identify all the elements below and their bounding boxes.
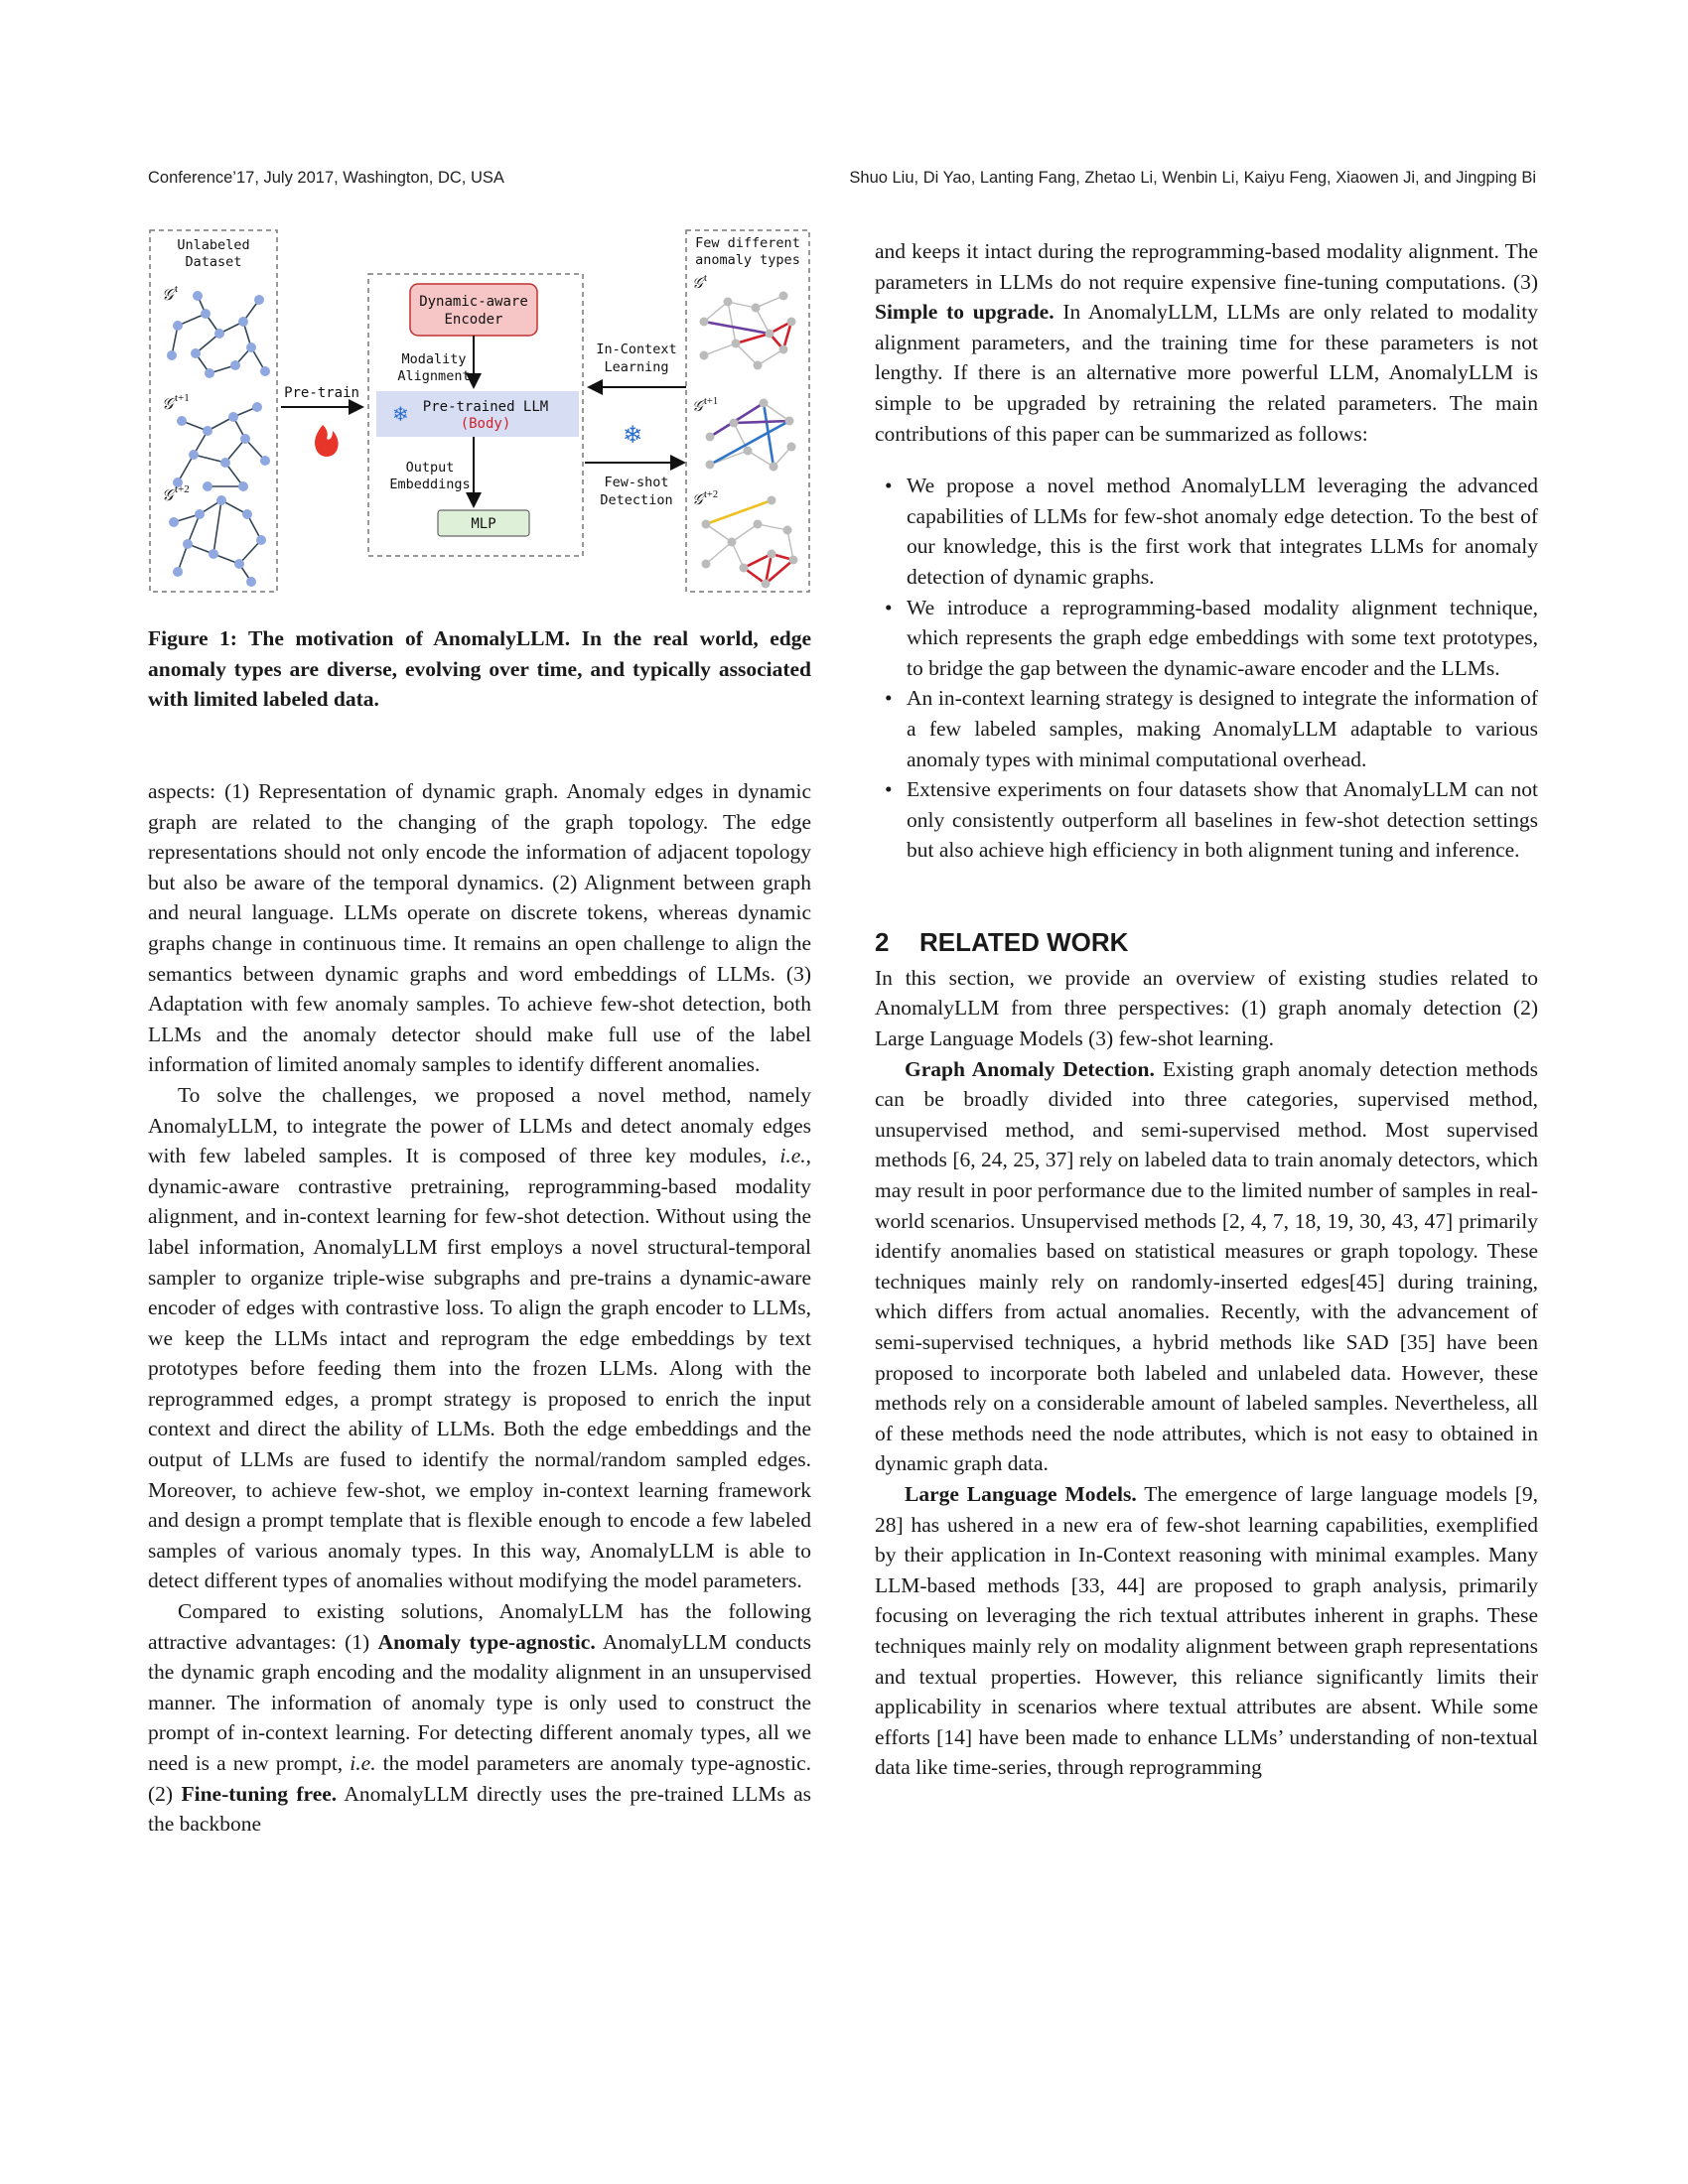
svg-text:𝒢: 𝒢 (692, 399, 703, 415)
graph-gt-right (692, 273, 796, 370)
svg-text:t+2: t+2 (175, 483, 190, 495)
right-box-title-2: anomaly types (695, 252, 800, 268)
incontext-label-1: In-Context (596, 341, 677, 357)
paragraph-graph-anomaly: Graph Anomaly Detection. Existing graph anomaly detection methods can be broadly divided into three categories, supervised method, unsupervised method, and semi-supervised method. Most supervised methods [6, 24, 25, 37] rely on labeled data to train anomaly detectors, which may result in poor performance due to the limited number of samples in real-world scenarios. Unsupervised methods [2, 4, 7, 18, 19, 30, 43, 47] primarily identify anomalies based on statistical measures or graph topology. These techniques mainly rely on randomly-inserted edges[45] during training, which differs from actual anomalies. Recently, with the advancement of semi-supervised techniques, a hybrid methods like SAD [35] have been proposed to incorporate both labeled and unlabeled data. However, these methods rely on a considerable amount of labeled samples. Nevertheless, all of these methods need the node attributes, which is not easy to obtained in dynamic graph data. (875, 1056, 1538, 1476)
encoder-label-1: Dynamic-aware (419, 294, 528, 310)
encoder-box (410, 284, 537, 336)
paragraph-upgrade: and keeps it intact during the reprogramming-based modality alignment. The parameters in LLMs do not require expensive fine-tuning computations. (3) Simple to upgrade. In AnomalyLLM, LLMs are only related to modality alignment parameters, and the training time for these parameters is not lengthy. If there is an alternative more powerful LLM, AnomalyLLM is simple to be upgraded by retraining the related parameters. The main contributions of this paper can be summarized as follows: (875, 239, 1538, 446)
running-header-right: Shuo Liu, Di Yao, Lanting Fang, Zhetao Li, Wenbin Li, Kaiyu Feng, Xiaowen Ji, and Jingping Bi (849, 169, 1536, 187)
modality-label-1: Modality (401, 351, 467, 367)
svg-text:𝒢: 𝒢 (162, 487, 174, 504)
svg-text:t+1: t+1 (175, 392, 190, 404)
llm-label-2: (Body) (460, 416, 511, 432)
svg-text:𝒢: 𝒢 (162, 287, 174, 304)
graph-gt1-left (162, 392, 270, 491)
paragraph-related-intro: In this section, we provide an overview of existing studies related to AnomalyLLM from three perspectives: (1) graph anomaly detection (2) Large Language Models (3) few-shot learning. (875, 965, 1538, 1051)
incontext-label-2: Learning (604, 359, 669, 375)
svg-text:t: t (175, 283, 179, 295)
graph-gt2-right (692, 489, 798, 589)
left-box-title-2: Dataset (185, 254, 242, 270)
pretrain-label: Pre-train (284, 385, 359, 401)
snowflake-icon: ❄ (392, 402, 409, 426)
svg-text:𝒢: 𝒢 (692, 276, 703, 292)
figure-caption: Figure 1: The motivation of AnomalyLLM. In the real world, edge anomaly types are diverse, evolving over time, and typically associated with limited labeled data. (148, 626, 811, 712)
svg-text:𝒢: 𝒢 (162, 396, 174, 413)
list-item: • Extensive experiments on four datasets show that AnomalyLLM can not only consistently outperform all baselines in few-shot detection settings but also achieve high efficiency in both alignment tuning and inference. (885, 777, 1538, 863)
graph-gt-left (162, 283, 270, 378)
paragraph-llm: Large Language Models. The emergence of large language models [9, 28] has ushered in a new era of few-shot learning capabilities, exemplified by their application in In-Context reasoning with minimal examples. Many LLM-based methods [33, 44] are proposed to graph analysis, primarily focusing on leveraging the rich textual attributes inherent in graphs. These techniques mainly rely on modality alignment between graph representations and textual properties. However, this reliance significantly limits their applicability in scenarios where textual attributes are absent. While some efforts [14] have been made to enhance LLMs’ understanding of non-textual data like time-series, through reprogramming (875, 1481, 1538, 1780)
mlp-label: MLP (471, 516, 496, 532)
section-heading-related-work: 2 RELATED WORK (875, 926, 1129, 957)
svg-text:𝒢: 𝒢 (692, 492, 703, 508)
right-box-title-1: Few different (695, 235, 800, 251)
encoder-label-2: Encoder (444, 312, 503, 328)
anomaly-types-box (686, 230, 809, 592)
right-column (875, 236, 1538, 1783)
svg-text:t+1: t+1 (704, 396, 719, 407)
contributions-list (875, 471, 1538, 866)
graph-gt2-left (162, 483, 266, 587)
graph-gt1-right (692, 396, 796, 472)
left-column (148, 776, 811, 1840)
list-item: • We propose a novel method AnomalyLLM leveraging the advanced capabilities of LLMs for few-shot anomaly edge detection. To the best of our knowledge, this is the first work that integrates LLMs for anomaly detection of dynamic graphs. (885, 474, 1538, 589)
paragraph-advantages: Compared to existing solutions, AnomalyLLM has the following attractive advantages: (1) Anomaly type-agnostic. AnomalyLLM conducts the dynamic graph encoding and the modality alignment in an unsupervised manner. The information of anomaly type is only used to construct the prompt of in-context learning. For detecting different anomaly types, all we need is a new prompt, i.e. the model parameters are anomaly type-agnostic. (2) Fine-tuning free. AnomalyLLM directly uses the pre-trained LLMs as the backbone (148, 1599, 812, 1837)
output-label-2: Embeddings (389, 477, 471, 492)
fewshot-label-2: Detection (600, 492, 673, 508)
figure-1 (148, 226, 813, 596)
llm-label-1: Pre-trained LLM (422, 399, 549, 415)
snowflake-icon-2: ❄ (623, 421, 643, 449)
output-label-1: Output (405, 460, 455, 476)
svg-text:t: t (704, 273, 707, 284)
left-box-title-1: Unlabeled (177, 237, 250, 253)
paragraph-solution: To solve the challenges, we proposed a novel method, namely AnomalyLLM, to integrate the power of LLMs and detect anomaly edges with few labeled samples. It is composed of three key modules, i.e., dynamic-aware contrastive pretraining, reprogramming-based modality alignment, and in-context learning for few-shot detection. Without using the label information, AnomalyLLM first employs a novel structural-temporal sampler to organize triple-wise subgraphs and pre-trains a dynamic-aware encoder of edges with contrastive loss. To align the graph encoder to LLMs, we keep the LLMs intact and reprogram the edge embeddings by text prototypes before feeding them into the frozen LLMs. Along with the reprogrammed edges, a prompt strategy is proposed to enrich the input context and direct the ability of LLMs. Both the edge embeddings and the output of LLMs are fused to identify the normal/random sampled edges. Moreover, to achieve few-shot, we employ in-context learning framework and design a prompt template that is flexible enough to encode a few labeled samples of various anomaly types. In this way, AnomalyLLM is able to detect different types of anomalies without modifying the model parameters. (148, 1082, 811, 1593)
list-item: • An in-context learning strategy is designed to integrate the information of a few labeled samples, making AnomalyLLM adaptable to various anomaly types with minimal computational overhead. (885, 686, 1538, 771)
paragraph-aspects: aspects: (1) Representation of dynamic graph. Anomaly edges in dynamic graph are related to the changing of the graph topology. The edge representations should not only encode the information of adjacent topology but also be aware of the temporal dynamics. (2) Alignment between graph and neural language. LLMs operate on discrete tokens, whereas dynamic graphs change in continuous time. It remains an open challenge to align the semantics between dynamic graphs and word embeddings of LLMs. (3) Adaptation with few anomaly samples. To achieve few-shot detection, both LLMs and the anomaly detector should make full use of the label information of limited anomaly samples to identify different anomalies. (148, 779, 811, 1077)
svg-text:t+2: t+2 (704, 489, 719, 500)
fewshot-label-1: Few-shot (604, 475, 669, 490)
modality-label-2: Alignment (397, 368, 471, 384)
fire-icon (315, 425, 339, 457)
running-header-left: Conference’17, July 2017, Washington, DC, USA (148, 169, 504, 187)
list-item: • We introduce a reprogramming-based modality alignment technique, which represents the graph edge embeddings with some text prototypes, to bridge the gap between the dynamic-aware encoder and the LLMs. (885, 595, 1538, 680)
